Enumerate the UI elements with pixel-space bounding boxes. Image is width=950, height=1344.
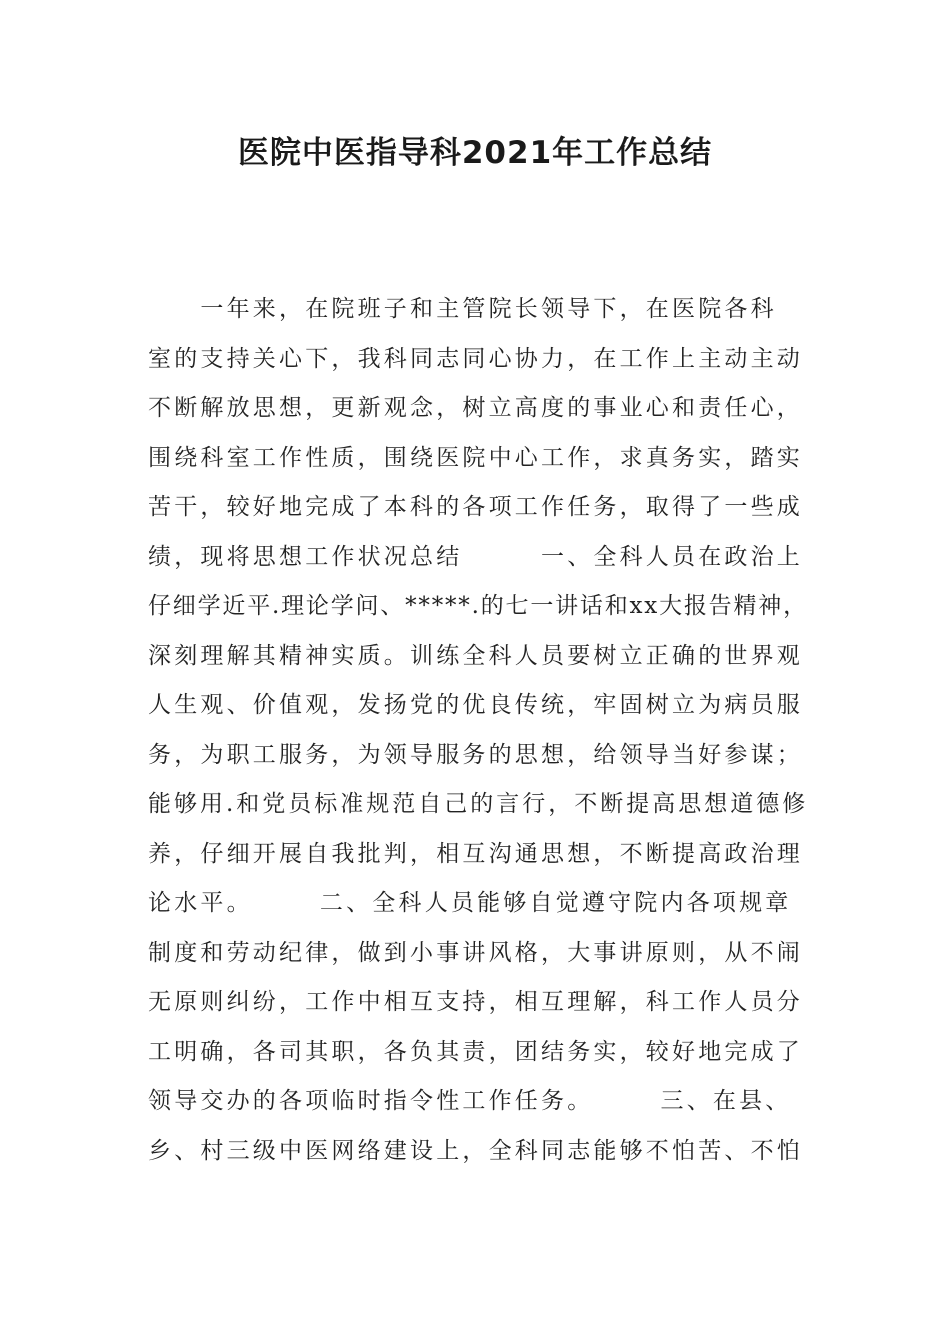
body-line: 能够用.和党员标准规范自己的言行，不断提高思想道德修 [148, 791, 809, 817]
body-line: 领导交办的各项临时指令性工作任务。 三、在县、 [148, 1088, 792, 1114]
body-line: 不断解放思想，更新观念，树立高度的事业心和责任心， [148, 395, 803, 421]
body-line: 务，为职工服务，为领导服务的思想，给领导当好参谋； [148, 741, 803, 768]
body-line: 无原则纠纷，工作中相互支持，相互理解，科工作人员分 [148, 989, 803, 1015]
body-line: 乡、村三级中医网络建设上，全科同志能够不怕苦、不怕 [148, 1137, 803, 1164]
body-line: 仔细学近平.理论学问、*****.的七一讲话和xx大报告精神， [148, 593, 808, 619]
body-line: 论水平。 二、全科人员能够自觉遵守院内各项规章 [148, 890, 792, 916]
body-line: 深刻理解其精神实质。训练全科人员要树立正确的世界观 [148, 642, 803, 669]
body-line: 苦干，较好地完成了本科的各项工作任务，取得了一些成 [148, 494, 803, 520]
body-line: 围绕科室工作性质，围绕医院中心工作，求真务实，踏实 [148, 444, 803, 471]
body-line: 人生观、价值观，发扬党的优良传统，牢固树立为病员服 [148, 692, 803, 718]
document-title: 医院中医指导科2021年工作总结 [237, 135, 713, 171]
body-line: 室的支持关心下，我科同志同心协力，在工作上主动主动 [148, 345, 803, 372]
body-line: 制度和劳动纪律，做到小事讲风格，大事讲原则，从不闹 [148, 939, 803, 966]
body-line: 工明确，各司其职，各负其责，团结务实，较好地完成了 [148, 1038, 803, 1065]
body-line: 养，仔细开展自我批判，相互沟通思想，不断提高政治理 [148, 840, 803, 867]
body-line: 绩，现将思想工作状况总结 一、全科人员在政治上 [148, 543, 803, 570]
document-body [148, 285, 808, 1176]
body-line: 一年来，在院班子和主管院长领导下，在医院各科 [148, 296, 777, 322]
